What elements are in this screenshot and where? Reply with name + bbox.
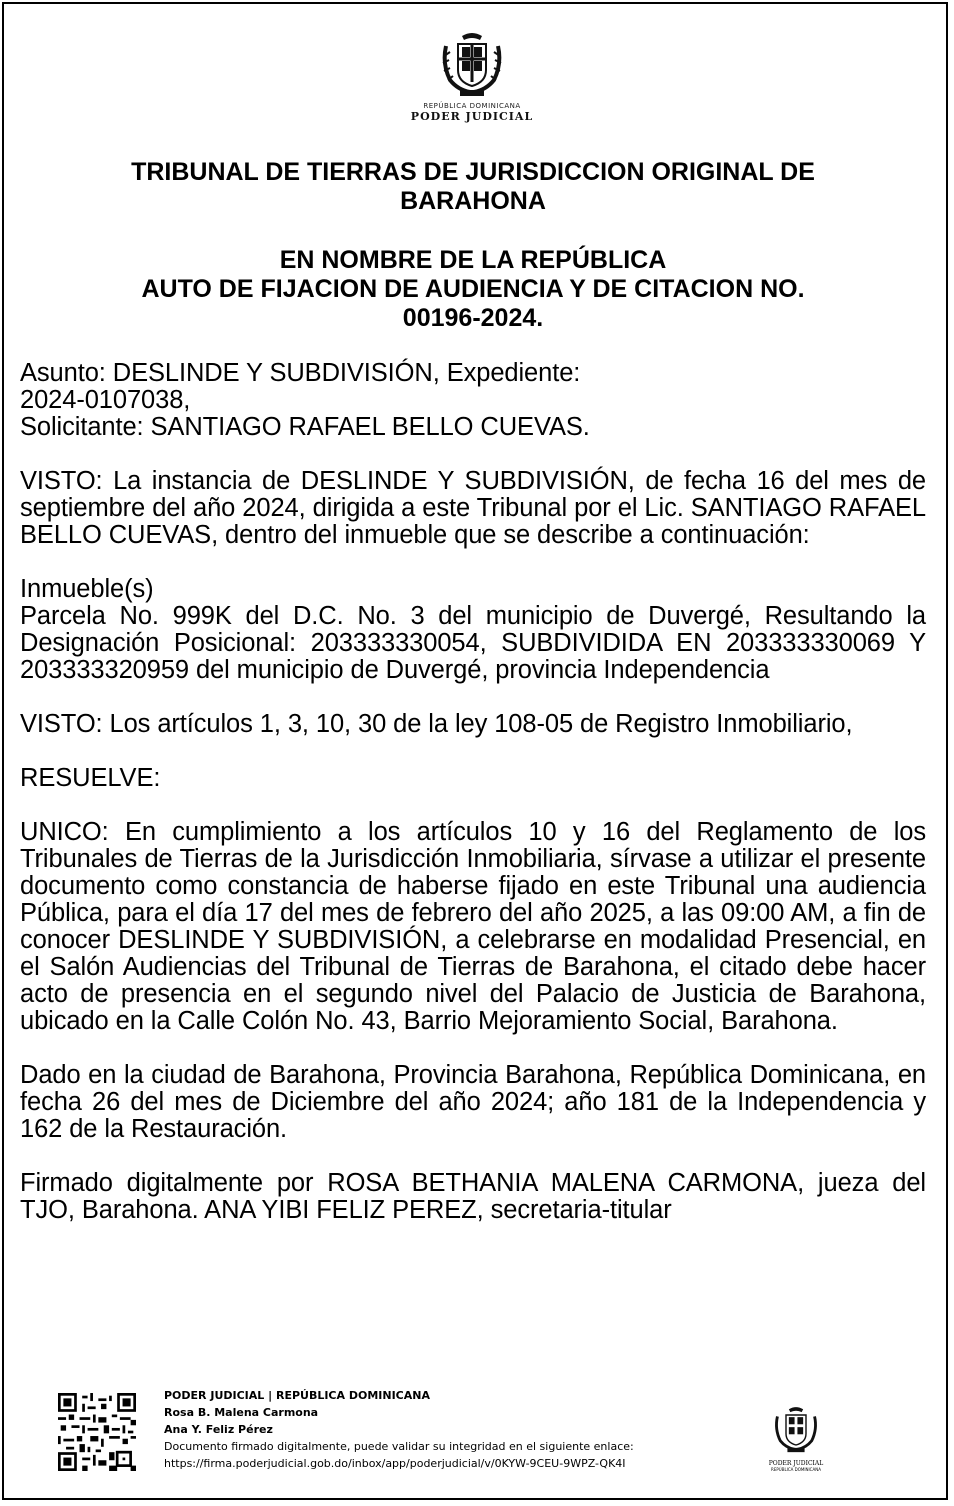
inmueble-description: Parcela No. 999K del D.C. No. 3 del municipio de Duvergé, Resultando la Designación Posicional: 203333330054, SUBDIVIDIDA EN 203333330069 Y 203333320959 del municipio de Duvergé, provincia Independencia xyxy=(20,602,926,684)
inmueble-label: Inmueble(s) xyxy=(20,575,154,603)
footer-logo-text-1: PODER JUDICIAL xyxy=(768,1460,824,1467)
name-line: EN NOMBRE DE LA REPÚBLICA xyxy=(279,246,667,274)
auto-heading xyxy=(40,246,906,333)
signature-info xyxy=(164,1387,764,1472)
qr-code-icon[interactable] xyxy=(58,1393,136,1471)
visto-paragraph-1: VISTO: La instancia de DESLINDE Y SUBDIVISIÓN, de fecha 16 del mes de septiembre del año 2024, dirigida a este Tribunal por el Lic. SANTIAGO RAFAEL BELLO CUEVAS, dentro del inmueble que se describe a continuación: xyxy=(20,467,926,549)
inmueble-block xyxy=(20,576,926,684)
court-title-line2: BARAHONA xyxy=(400,187,546,215)
footer-logo-text-2: REPÚBLICA DOMINICANA xyxy=(771,1467,821,1472)
coat-of-arms-small-icon xyxy=(773,1405,819,1455)
visto-paragraph-2: VISTO: Los artículos 1, 3, 10, 30 de la ley 108-05 de Registro Inmobiliario, xyxy=(20,710,853,738)
auto-title-line1: AUTO DE FIJACION DE AUDIENCIA Y DE CITACION NO. xyxy=(141,275,805,303)
coat-of-arms-logo xyxy=(410,30,534,144)
footer-validation-note: Documento firmado digitalmente, puede validar su integridad en el siguiente enlace: xyxy=(164,1440,634,1453)
court-title-line1: TRIBUNAL DE TIERRAS DE JURISDICCION ORIGINAL DE xyxy=(131,158,815,186)
footer-logo xyxy=(766,1405,826,1477)
footer-org: PODER JUDICIAL | REPÚBLICA DOMINICANA xyxy=(164,1389,430,1402)
unico-paragraph: UNICO: En cumplimiento a los artículos 10 y 16 del Reglamento de los Tribunales de Tierras de la Jurisdicción Inmobiliaria, sírvase a utilizar el presente documento como constancia de haberse fijado en este Tribunal una audiencia Pública, para el día 17 del mes de febrero del año 2025, a las 09:00 AM, a fin de conocer DESLINDE Y SUBDIVISIÓN, a celebrarse en modalidad Presencial, en el Salón Audiencias del Tribunal de Tierras de Barahona, el citado debe hacer acto de presencia en el segundo nivel del Palacio de Justicia de Barahona, ubicado en la Calle Colón No. 43, Barrio Mejoramiento Social, Barahona. xyxy=(20,818,926,1035)
subject-block xyxy=(20,360,926,441)
footer-validation-url[interactable]: https://firma.poderjudicial.gob.do/inbox/app/poderjudicial/v/0KYW-9CEU-9WPZ-QK4I xyxy=(164,1457,626,1470)
solicitante-line: Solicitante: SANTIAGO RAFAEL BELLO CUEVAS. xyxy=(20,413,590,441)
logo-country-text: REPÚBLICA DOMINICANA xyxy=(423,102,521,110)
court-title xyxy=(40,158,906,216)
footer-signer-2: Ana Y. Feliz Pérez xyxy=(164,1423,273,1436)
auto-number: 00196-2024. xyxy=(402,304,544,332)
signature-footer xyxy=(58,1387,918,1487)
dado-paragraph: Dado en la ciudad de Barahona, Provincia Barahona, República Dominicana, en fecha 26 del mes de Diciembre del año 2024; año 181 de la Independencia y 162 de la Restauración. xyxy=(20,1061,926,1143)
firmado-paragraph: Firmado digitalmente por ROSA BETHANIA MALENA CARMONA, jueza del TJO, Barahona. ANA YIBI FELIZ PEREZ, secretaria-titular xyxy=(20,1169,926,1224)
resuelve-heading: RESUELVE: xyxy=(20,764,161,792)
coat-of-arms-icon xyxy=(440,30,504,100)
subject-line: Asunto: DESLINDE Y SUBDIVISIÓN, Expediente: xyxy=(20,359,581,387)
footer-signer-1: Rosa B. Malena Carmona xyxy=(164,1406,319,1419)
expediente-number: 2024-0107038, xyxy=(20,386,191,414)
logo-institution-text: PODER JUDICIAL xyxy=(410,110,534,123)
document-body xyxy=(20,360,926,1251)
